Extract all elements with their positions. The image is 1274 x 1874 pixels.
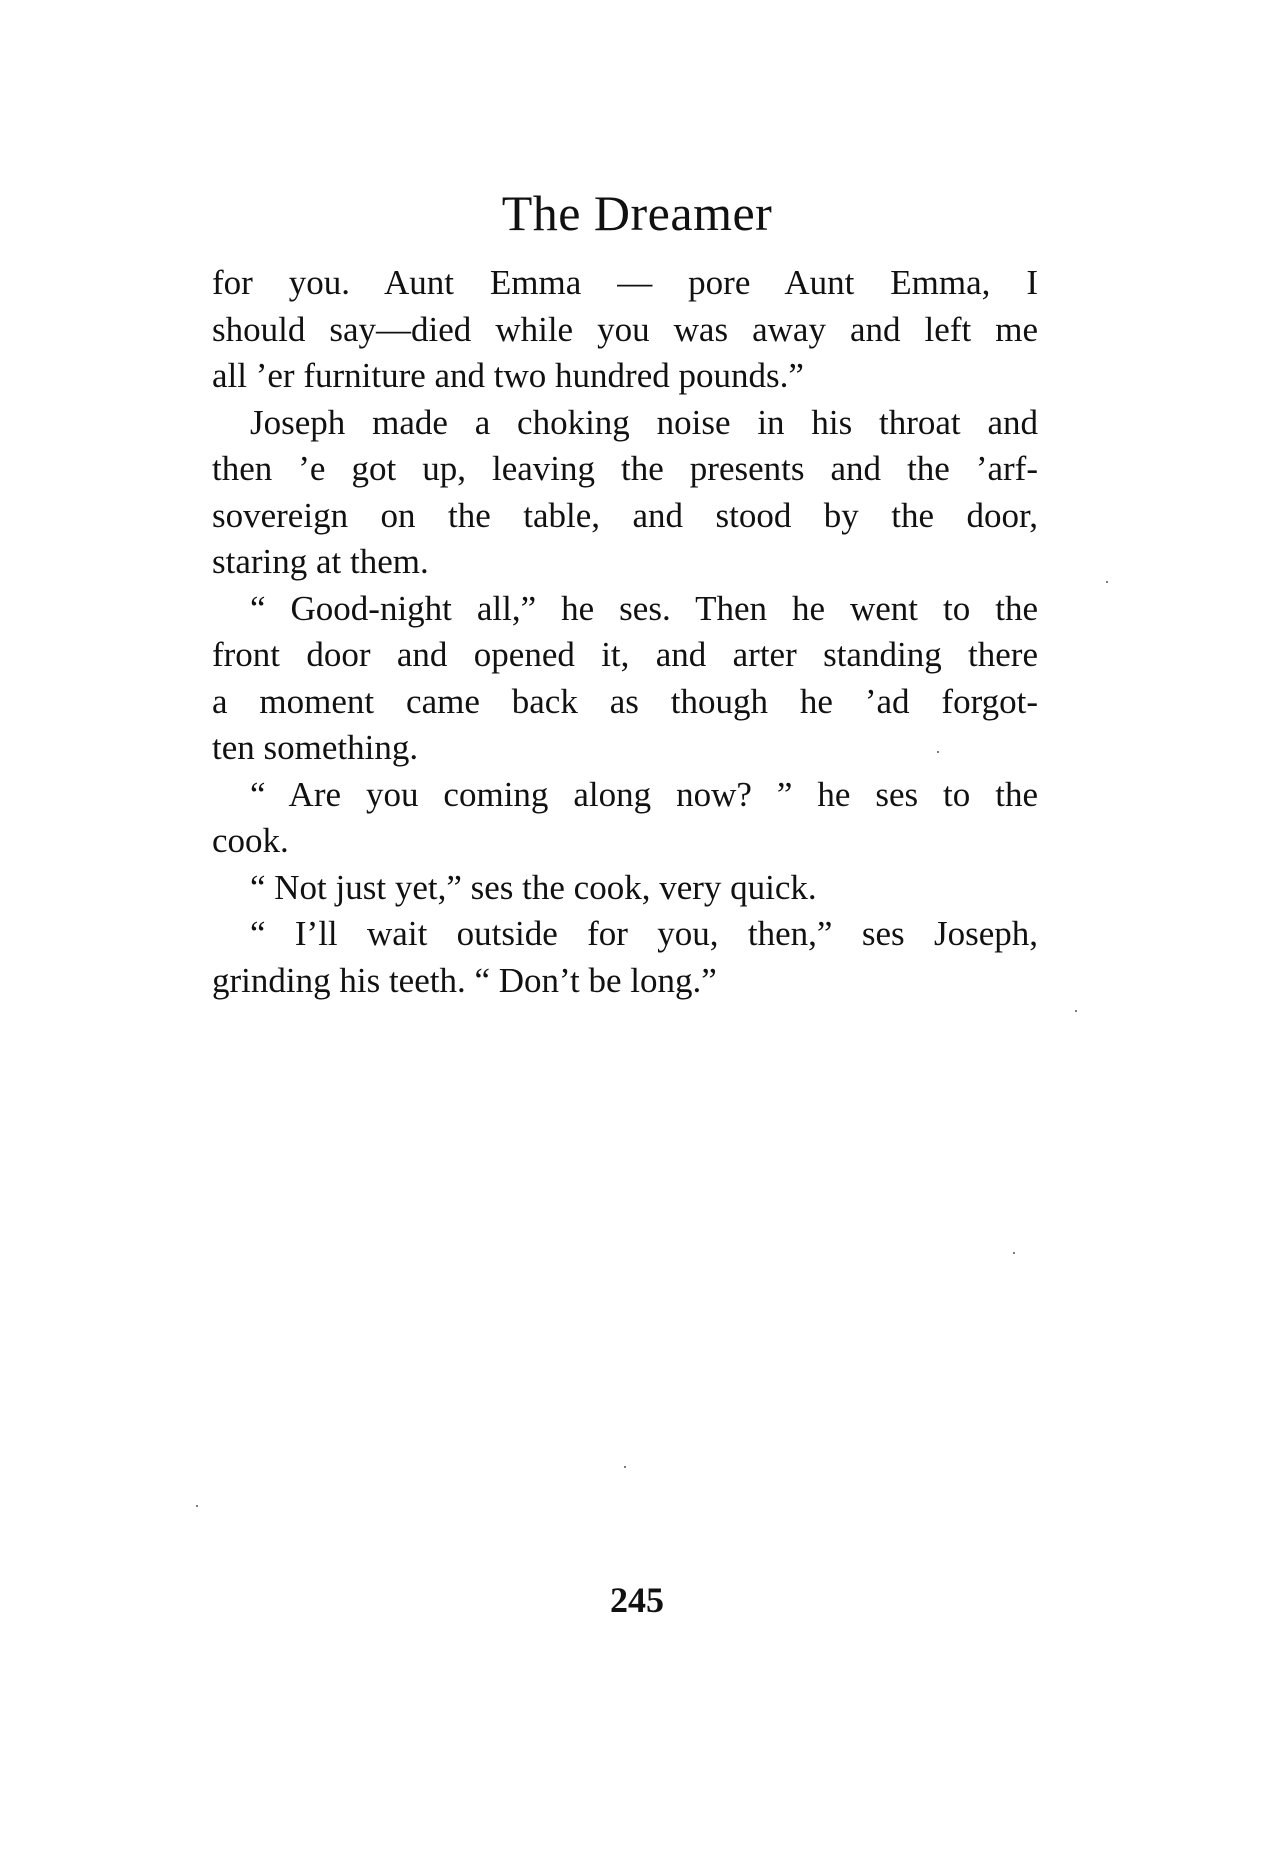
body-text xyxy=(212,260,1038,1004)
text-line: should say—died while you was away and left me xyxy=(212,309,1038,349)
text-line: front door and opened it, and arter standing there xyxy=(212,635,1038,674)
text-line: Joseph made a choking noise in his throat and xyxy=(250,402,1038,442)
text-line: a moment came back as though he ’ad forgot- xyxy=(212,681,1038,721)
scan-speck xyxy=(196,1505,198,1507)
scan-speck xyxy=(1013,1252,1015,1254)
text-line: ten something. xyxy=(212,728,419,767)
scan-speck xyxy=(1106,581,1108,583)
text-line: all ’er furniture and two hundred pounds.” xyxy=(212,356,804,395)
text-line: “ Are you coming along now? ” he ses to the xyxy=(250,774,1038,814)
text-line: sovereign on the table, and stood by the door, xyxy=(212,495,1038,535)
scan-speck xyxy=(1075,1010,1077,1012)
scan-speck xyxy=(624,1466,626,1468)
text-line: grinding his teeth. “ Don’t be long.” xyxy=(212,960,717,1000)
text-line: for you. Aunt Emma — pore Aunt Emma, I xyxy=(212,263,1038,302)
text-line: cook. xyxy=(212,821,289,860)
text-line: then ’e got up, leaving the presents and the ’arf- xyxy=(212,449,1038,488)
text-line: “ I’ll wait outside for you, then,” ses Joseph, xyxy=(250,914,1038,953)
scan-speck xyxy=(937,751,939,753)
text-line: “ Good-night all,” he ses. Then he went to the xyxy=(250,588,1038,628)
running-head: The Dreamer xyxy=(501,185,773,241)
text-line: “ Not just yet,” ses the cook, very quick. xyxy=(250,867,817,907)
text-line: staring at them. xyxy=(212,542,429,581)
page-number: 245 xyxy=(610,1580,664,1620)
